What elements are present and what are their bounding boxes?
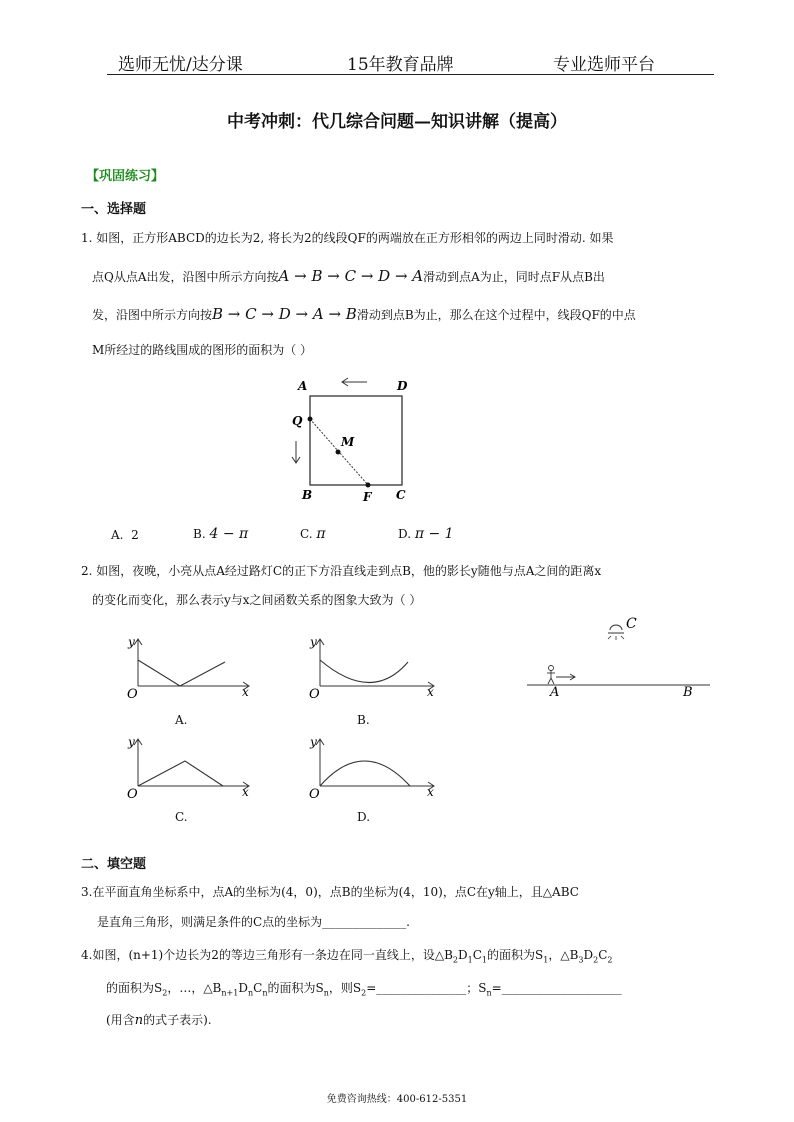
footer-hotline: 免费咨询热线：400-612-5351	[326, 1094, 468, 1105]
q4-l2c: D	[238, 981, 248, 995]
option-c-value: π	[316, 526, 326, 542]
x-label: x	[427, 785, 434, 799]
option-c-label: C.	[300, 527, 313, 541]
graph-a-curve	[138, 660, 225, 686]
option-d-value: π − 1	[414, 526, 454, 542]
q4-line1: 4.如图，(n+1)个边长为2的等边三角形有一条边在同一直线上，设$\triangle B_2D_1C_1$的面积为$S_1$，$\triangle B_3D_2C_2$	[81, 948, 613, 965]
point-q	[308, 417, 313, 422]
q4-l2g: =_______________；S	[366, 981, 487, 995]
street-lamp-icon	[608, 625, 624, 640]
graph-b-label[interactable]: B.	[357, 713, 370, 727]
graph-c	[118, 732, 258, 807]
graph-c-label[interactable]: C.	[175, 810, 188, 824]
q3-line1: 3.在平面直角坐标系中，点A的坐标为(4，0)，点B的坐标为(4，10)，点C在y轴上，且△ABC	[81, 885, 579, 899]
q4-line2: 的面积为$S_2$，…，$\triangle B_{n+1}D_nC_n$的面积为$S_n$，则$S_2=\_\_\_\_\_\_\_\_\_\_\_\_\_\_\_$；$S_n=\_\_\_\_\_\_\_\_\_\_\_\_\_\_\_\_\_\_\_\_$	[106, 981, 622, 998]
q1-path1: A → B → C → D → A	[278, 267, 424, 285]
q4-l2f: ，则S	[328, 981, 362, 995]
y-label: y	[128, 735, 135, 749]
origin-label: O	[309, 687, 320, 702]
q1-option-b[interactable]	[193, 526, 248, 542]
origin-label: O	[309, 787, 320, 802]
graph-d	[300, 732, 445, 807]
x-label: x	[242, 785, 249, 799]
street-scene	[522, 612, 717, 702]
y-label: y	[310, 735, 317, 749]
header-rule	[107, 74, 714, 75]
q4-l2d: C	[253, 981, 263, 995]
option-a-value: 2	[131, 528, 139, 542]
q4-l1c: C	[472, 948, 482, 962]
q4-l2e: 的面积为S	[267, 981, 324, 995]
graph-d-label[interactable]: D.	[357, 810, 371, 824]
q2-line1: 2. 如图，夜晚，小亮从点A经过路灯C的正下方沿直线走到点B，他的影长y随他与点A之间的距离x	[81, 564, 602, 578]
q4-l1e: ，△B	[548, 948, 579, 962]
graph-d-curve	[320, 761, 410, 786]
q2-line2: 的变化而变化，那么表示y与x之间函数关系的图象大致为（ ）	[92, 593, 422, 607]
section-fill: 二、填空题	[81, 857, 147, 872]
q1-line3a: 发，沿图中所示方向按	[92, 308, 213, 322]
q1-line1: 1. 如图，正方形ABCD的边长为2, 将长为2的线段QF的两端放在正方形相邻的两边上同时滑动. 如果	[81, 231, 614, 245]
option-b-value: 4 − π	[209, 526, 249, 542]
label-f: F	[363, 490, 372, 504]
x-label: x	[242, 685, 249, 699]
option-b-label: B.	[193, 527, 206, 541]
y-label: y	[128, 635, 135, 649]
y-label: y	[310, 635, 317, 649]
label-c: C	[396, 488, 406, 502]
graph-c-curve	[138, 761, 223, 786]
q4-l3n: n	[134, 1013, 144, 1028]
person-icon	[547, 666, 555, 685]
scene-label-b: B	[683, 685, 693, 700]
label-d: D	[397, 379, 408, 393]
q4-l2b: ，…，△B	[167, 981, 222, 995]
q1-option-d[interactable]	[398, 526, 454, 542]
q1-line2b: 滑动到点A为止，同时点F从点B出	[423, 270, 605, 284]
header-left: 选师无忧/达分课	[118, 55, 243, 75]
origin-label: O	[127, 787, 138, 802]
q1-line2	[92, 268, 605, 285]
option-a-label: A.	[111, 528, 124, 542]
q4-l1f: D	[583, 948, 594, 962]
q1-line3b: 滑动到点B为止，那么在这个过程中，线段QF的中点	[356, 308, 636, 322]
q4-l2a: 的面积为S	[106, 981, 163, 995]
q4-line3	[106, 1012, 212, 1029]
scene-label-a: A	[550, 685, 560, 700]
q1-line4: M所经过的路线围成的图形的面积为（ ）	[92, 343, 313, 357]
q3-line2: 是直角三角形，则满足条件的C点的坐标为______________.	[97, 915, 410, 929]
q4-l1a: 4.如图，(n+1)个边长为2的等边三角形有一条边在同一直线上，设△B	[81, 948, 453, 962]
q4-l2h: =____________________	[491, 981, 622, 995]
graph-b	[300, 632, 445, 707]
graph-a-label[interactable]: A.	[175, 713, 188, 727]
q4-l1g: C	[598, 948, 608, 962]
origin-label: O	[127, 687, 138, 702]
graph-a	[118, 632, 258, 707]
option-d-label: D.	[398, 527, 412, 541]
q1-line3	[92, 306, 636, 323]
section-choice: 一、选择题	[81, 202, 147, 217]
graph-b-curve	[320, 660, 408, 683]
scene-label-c: C	[626, 616, 637, 632]
page-title: 中考冲刺：代几综合问题—知识讲解（提高）	[227, 112, 567, 132]
q1-path2: B → C → D → A → B	[212, 305, 357, 323]
practice-label: 【巩固练习】	[86, 169, 165, 184]
header-center: 15年教育品牌	[347, 55, 454, 75]
q4-l3a: (用含	[106, 1013, 135, 1027]
x-label: x	[427, 685, 434, 699]
q1-line2a: 点Q从点A出发，沿图中所示方向按	[92, 270, 279, 284]
point-f	[366, 483, 371, 488]
point-m	[336, 450, 341, 455]
label-a: A	[298, 379, 308, 393]
label-m: M	[341, 435, 355, 449]
q1-square-figure	[285, 372, 425, 507]
square-abcd	[310, 396, 402, 485]
q1-option-a[interactable]	[111, 528, 139, 542]
q4-l1b: D	[458, 948, 468, 962]
header-right: 专业选师平台	[553, 55, 655, 75]
q4-l3b: 的式子表示).	[143, 1013, 212, 1027]
label-b: B	[302, 488, 313, 502]
q4-l1d: 的面积为S	[487, 948, 544, 962]
q1-option-c[interactable]	[300, 526, 326, 542]
label-q: Q	[292, 414, 303, 428]
